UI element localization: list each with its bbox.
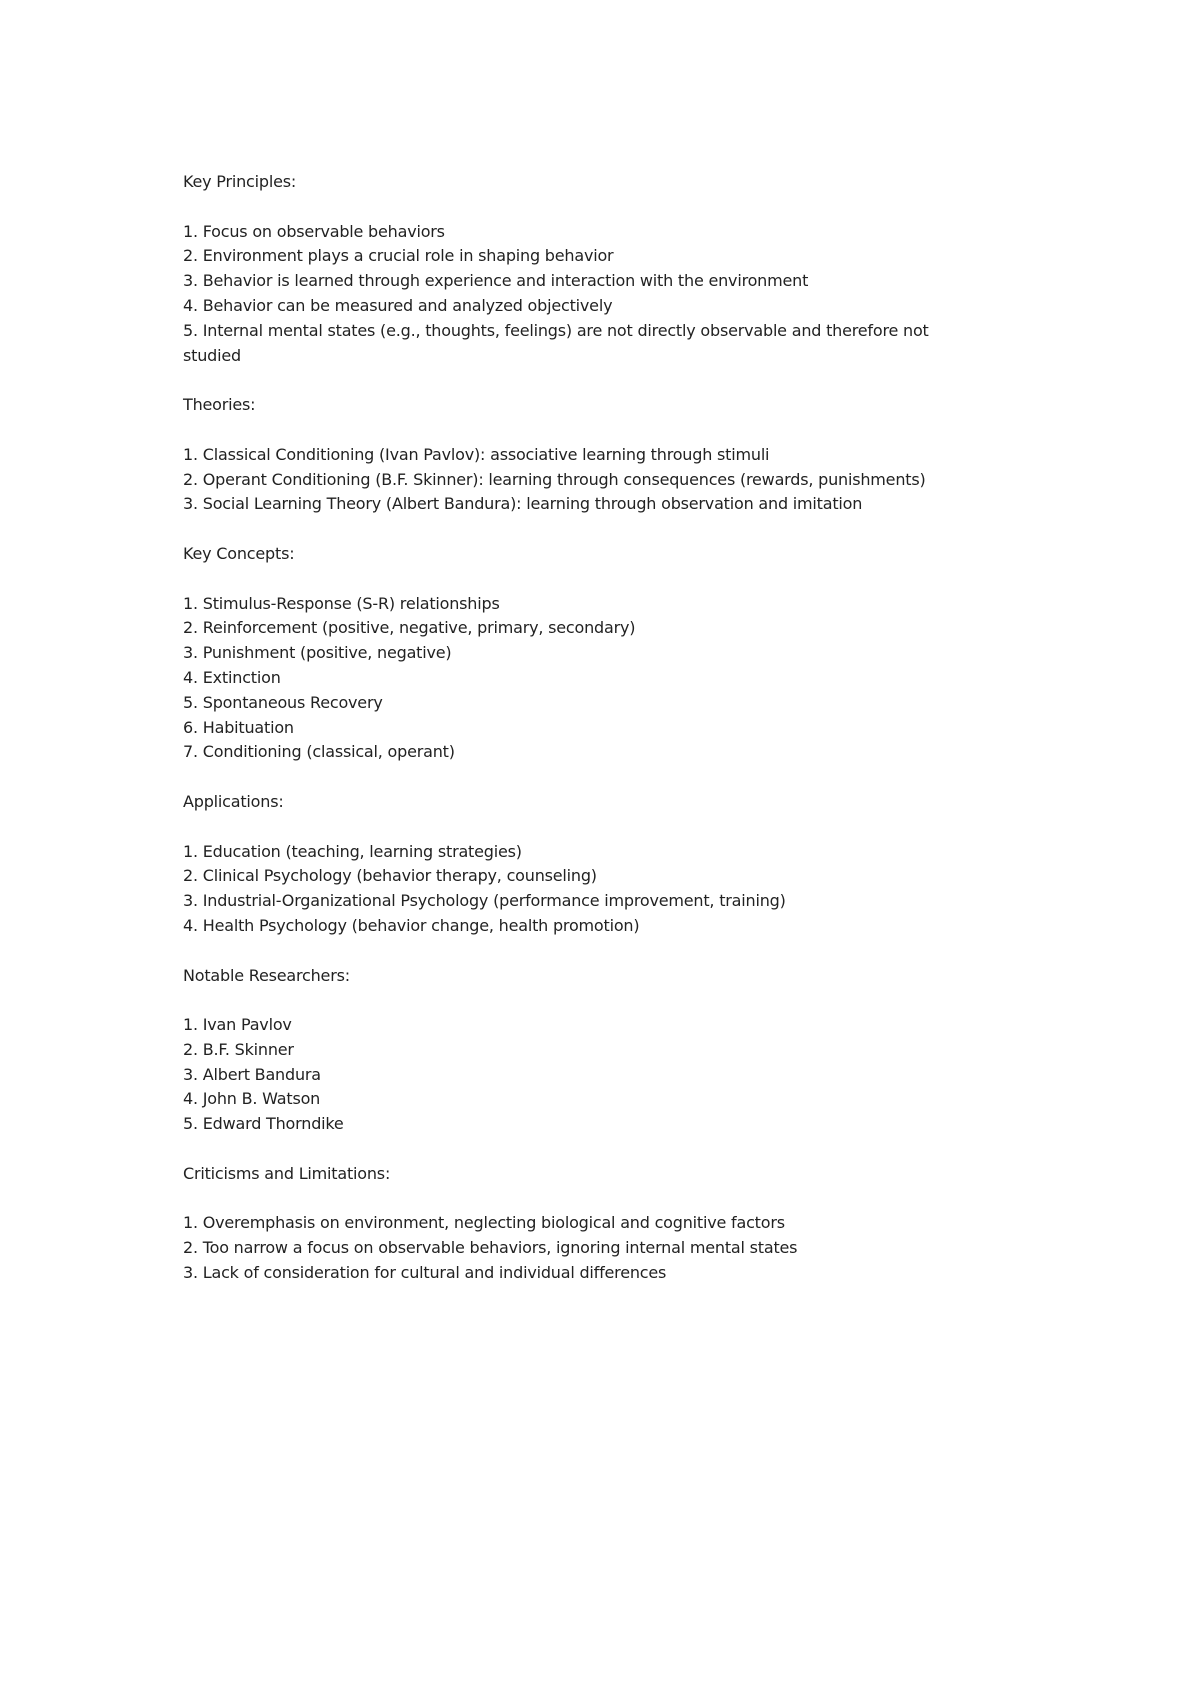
list-item: 7. Conditioning (classical, operant) [183, 742, 455, 762]
list-item: 4. Behavior can be measured and analyzed objectively [183, 295, 613, 315]
list-item: 2. Clinical Psychology (behavior therapy, counseling) [183, 866, 597, 886]
section-theories [183, 393, 983, 542]
list-item: 3. Social Learning Theory (Albert Bandura): learning through observation and imitation [183, 494, 863, 514]
section-heading: Theories: [183, 395, 256, 415]
list-item: 3. Behavior is learned through experience and interaction with the environment [183, 271, 809, 291]
section-heading: Notable Researchers: [183, 965, 350, 985]
list-item: 6. Habituation [183, 717, 294, 737]
list-item: 4. Extinction [183, 667, 281, 687]
list-item: 2. Operant Conditioning (B.F. Skinner): learning through consequences (rewards, punishments) [183, 469, 926, 489]
numbered-list [183, 443, 983, 517]
numbered-list [183, 1211, 983, 1285]
list-item: 3. Lack of consideration for cultural and individual differences [183, 1263, 667, 1283]
list-item: 2. B.F. Skinner [183, 1039, 294, 1059]
list-item: 3. Industrial-Organizational Psychology (performance improvement, training) [183, 891, 786, 911]
list-item: 1. Stimulus-Response (S-R) relationships [183, 593, 500, 613]
list-item: 2. Reinforcement (positive, negative, primary, secondary) [183, 618, 636, 638]
section-key-concepts [183, 542, 983, 790]
section-key-principles [183, 170, 983, 393]
section-heading: Applications: [183, 791, 284, 811]
blank-line [183, 567, 983, 592]
list-item: 3. Albert Bandura [183, 1064, 321, 1084]
section-heading: Key Concepts: [183, 543, 295, 563]
numbered-list [183, 220, 983, 369]
list-item: 1. Education (teaching, learning strategies) [183, 841, 522, 861]
blank-line [183, 988, 983, 1013]
list-item: 5. Edward Thorndike [183, 1114, 344, 1134]
document-body [183, 170, 983, 1286]
list-item: 3. Punishment (positive, negative) [183, 643, 452, 663]
blank-line [183, 368, 983, 393]
list-item: 5. Spontaneous Recovery [183, 692, 383, 712]
blank-line [183, 765, 983, 790]
list-item: 1. Focus on observable behaviors [183, 221, 445, 241]
list-item: 1. Classical Conditioning (Ivan Pavlov): associative learning through stimuli [183, 444, 770, 464]
section-applications [183, 790, 983, 964]
numbered-list [183, 1013, 983, 1137]
list-item: 5. Internal mental states (e.g., thoughts, feelings) are not directly observable and therefore not studied [183, 320, 934, 365]
list-item: 4. Health Psychology (behavior change, health promotion) [183, 915, 640, 935]
numbered-list [183, 840, 983, 939]
section-heading: Criticisms and Limitations: [183, 1163, 391, 1183]
blank-line [183, 1187, 983, 1212]
section-heading: Key Principles: [183, 172, 297, 191]
list-item: 4. John B. Watson [183, 1089, 321, 1109]
blank-line [183, 195, 983, 220]
section-criticisms-and-limitations [183, 1162, 983, 1286]
list-item: 1. Overemphasis on environment, neglecting biological and cognitive factors [183, 1213, 785, 1233]
section-notable-researchers [183, 964, 983, 1162]
blank-line [183, 939, 983, 964]
blank-line [183, 815, 983, 840]
blank-line [183, 418, 983, 443]
blank-line [183, 1137, 983, 1162]
list-item: 2. Environment plays a crucial role in shaping behavior [183, 246, 614, 266]
list-item: 1. Ivan Pavlov [183, 1015, 292, 1035]
blank-line [183, 517, 983, 542]
list-item: 2. Too narrow a focus on observable behaviors, ignoring internal mental states [183, 1238, 798, 1258]
numbered-list [183, 592, 983, 766]
